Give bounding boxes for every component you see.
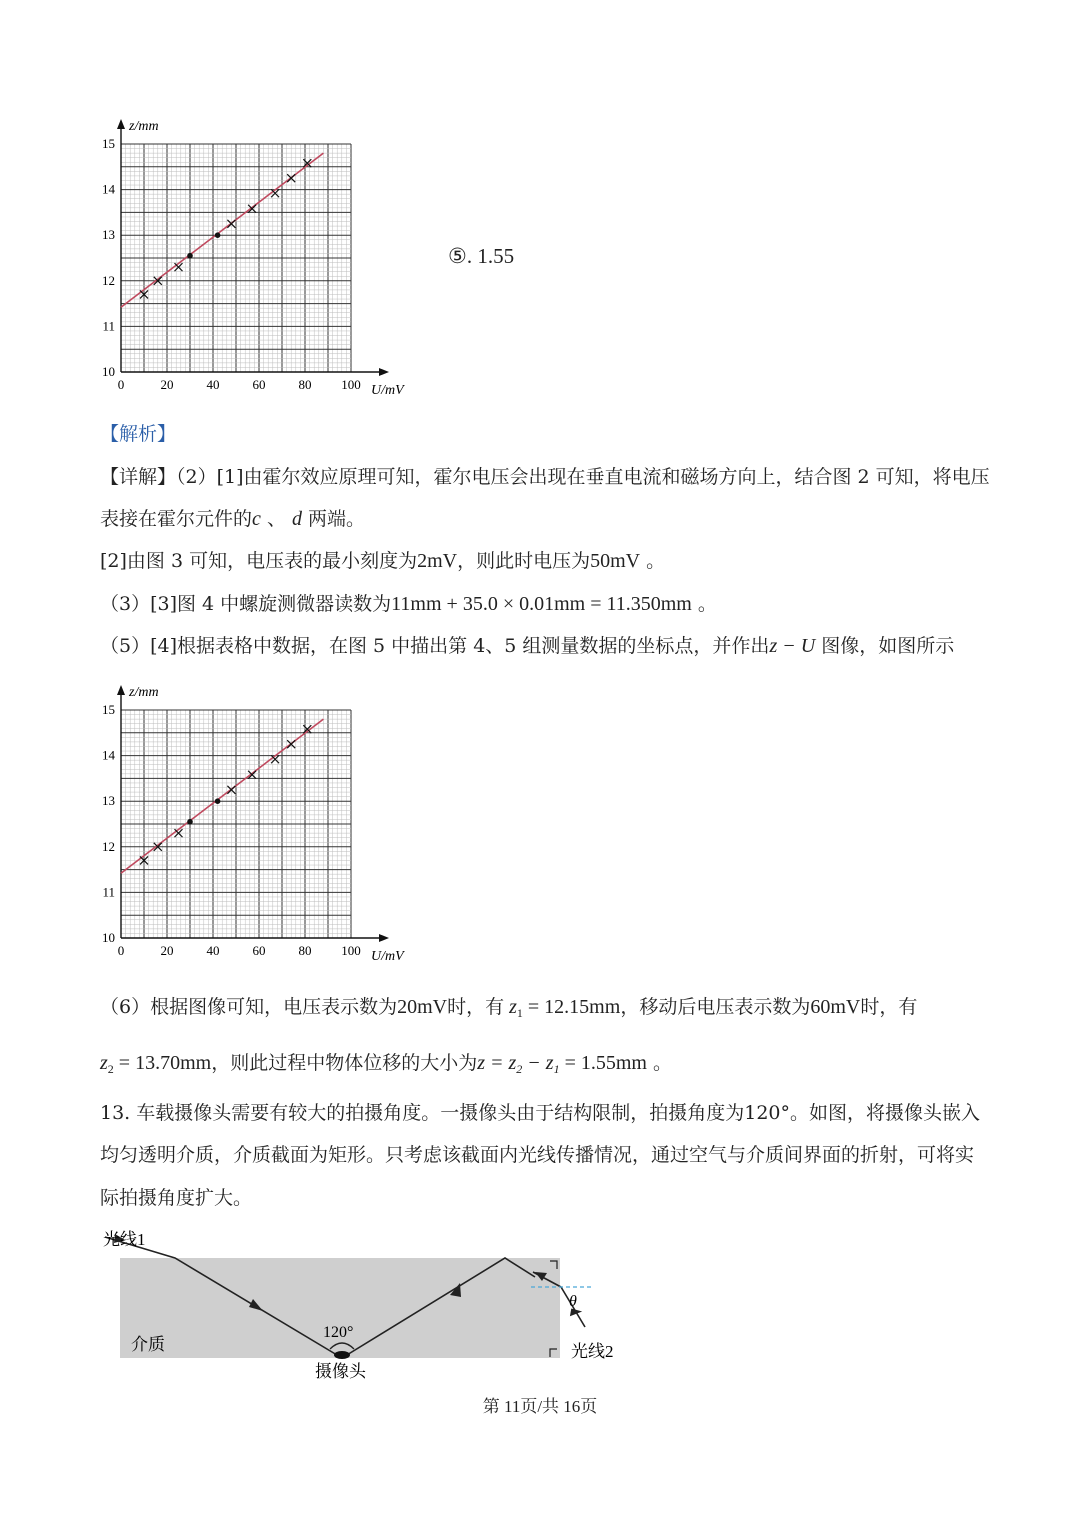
x-tick-label: 20	[160, 943, 174, 958]
y-tick-label: 11	[102, 318, 115, 334]
detail-text: 。	[691, 593, 717, 615]
x-tick-label: 80	[298, 943, 312, 958]
theta-label: θ	[569, 1293, 577, 1310]
sub-1: 1	[553, 1062, 560, 1076]
voltage-value: 50mV	[590, 550, 641, 572]
y-tick-label: 13	[102, 227, 115, 243]
part6-text: （6）根据图像可知，电压表示数为	[100, 996, 398, 1018]
detail-line-5	[100, 634, 954, 658]
x-axis-label: U/mV	[371, 949, 404, 964]
medium-label: 介质	[131, 1335, 165, 1354]
y-tick-label: 11	[102, 884, 115, 900]
terminal-c: c	[252, 508, 261, 530]
detail-text: 表接在霍尔元件的	[100, 508, 253, 530]
z-var: z	[509, 996, 517, 1018]
part6-line-1	[100, 995, 917, 1025]
z-var: z	[100, 1052, 108, 1074]
part6-text: 时，有	[860, 996, 918, 1018]
voltage-60: 60mV	[810, 996, 861, 1018]
data-point-dot	[187, 819, 193, 825]
sub-1: 1	[516, 1006, 523, 1020]
displacement-equation	[477, 1052, 647, 1074]
detail-text: （2）[1]由霍尔效应原理可知，霍尔电压会出现在垂直电流和磁场方向上，结合图 2 可知，将电压	[176, 466, 990, 488]
eq-value: = 1.55mm	[559, 1052, 647, 1074]
y-tick-label: 14	[102, 181, 115, 197]
x-tick-label: 60	[252, 377, 266, 392]
part6-text: ，则此过程中物体位移的大小为	[211, 1052, 478, 1074]
data-point-dot	[215, 232, 221, 238]
eq-z: z = z	[477, 1052, 517, 1074]
ray1-label: 光线1	[103, 1230, 146, 1249]
x-axis-arrow-icon	[379, 368, 389, 376]
q13-line-3: 际拍摄角度扩大。	[100, 1187, 253, 1209]
y-axis-arrow-icon	[117, 119, 125, 129]
z1-expression	[504, 996, 620, 1018]
y-axis-arrow-icon	[117, 685, 125, 695]
z-u-label: z − U	[769, 635, 816, 657]
y-tick-label: 12	[102, 272, 115, 288]
y-tick-label: 12	[102, 838, 115, 854]
z2-value: = 13.70mm	[113, 1052, 212, 1074]
separator: 、	[260, 508, 286, 530]
min-scale: 2mV	[417, 550, 458, 572]
optics-diagram	[95, 1225, 635, 1385]
z2-expression	[100, 1052, 211, 1074]
y-tick-label: 15	[102, 702, 115, 717]
micrometer-equation: 11mm + 35.0 × 0.01mm = 11.350mm	[391, 593, 692, 615]
detail-line-2	[100, 507, 365, 531]
y-tick-label: 13	[102, 793, 115, 809]
sub-2: 2	[516, 1062, 523, 1076]
q13-line-1: 13. 车载摄像头需要有较大的拍摄角度。一摄像头由于结构限制，拍摄角度为120°。如图，将摄像头嵌入	[100, 1102, 981, 1124]
voltage-20: 20mV	[397, 996, 448, 1018]
x-tick-label: 40	[206, 377, 220, 392]
y-tick-label: 10	[102, 930, 115, 945]
y-axis-label: z/mm	[129, 685, 159, 700]
detail-text: 图像，如图所示	[815, 635, 955, 657]
answer-5: ⑤. 1.55	[448, 244, 515, 268]
x-axis-label: U/mV	[371, 383, 404, 398]
sub-2: 2	[107, 1062, 114, 1076]
page-footer: 第 11页/共 16页	[482, 1397, 598, 1416]
detail-text: 两端。	[302, 508, 366, 530]
x-tick-label: 40	[206, 943, 220, 958]
data-point-dot	[187, 253, 193, 259]
detail-text: （3）[3]图 4 中螺旋测微器读数为	[100, 593, 392, 615]
angle-label: 120°	[323, 1324, 354, 1341]
detail-text: （5）[4]根据表格中数据，在图 5 中描出第 4、5 组测量数据的坐标点，并作出	[100, 635, 770, 657]
x-tick-label: 0	[117, 943, 125, 958]
terminal-d: d	[292, 508, 302, 530]
detail-line-3	[100, 549, 665, 573]
x-tick-label: 0	[117, 377, 125, 392]
detail-text: ，则此时电压为	[457, 550, 591, 572]
detail-text: [2]由图 3 可知，电压表的最小刻度为	[100, 550, 418, 572]
z-u-chart-bottom	[95, 676, 425, 966]
x-tick-label: 100	[341, 377, 361, 392]
x-tick-label: 80	[298, 377, 312, 392]
x-axis-arrow-icon	[379, 934, 389, 942]
y-tick-label: 14	[102, 747, 115, 763]
detail-line-1	[100, 465, 990, 489]
detail-line-4	[100, 592, 717, 616]
x-tick-label: 100	[341, 943, 361, 958]
camera-icon	[334, 1351, 350, 1359]
z-u-chart-top	[95, 110, 425, 400]
x-tick-label: 20	[160, 377, 174, 392]
y-tick-label: 15	[102, 136, 115, 151]
detail-text: 。	[640, 550, 666, 572]
analysis-label: 【解析】	[100, 423, 177, 445]
eq-mid: − z	[522, 1052, 554, 1074]
data-point-dot	[215, 798, 221, 804]
part6-text: 时，有	[447, 996, 505, 1018]
part6-text: 。	[646, 1052, 673, 1074]
x-tick-label: 60	[252, 943, 266, 958]
y-tick-label: 10	[102, 364, 115, 379]
detail-head: 【详解】	[100, 466, 177, 488]
part6-text: ，移动后电压表示数为	[620, 996, 811, 1018]
ray2-label: 光线2	[571, 1342, 614, 1361]
part6-line-2	[100, 1051, 672, 1081]
camera-label: 摄像头	[315, 1362, 366, 1381]
z1-value: = 12.15mm	[522, 996, 621, 1018]
y-axis-label: z/mm	[129, 119, 159, 134]
q13-line-2: 均匀透明介质，介质截面为矩形。只考虑该截面内光线传播情况，通过空气与介质间界面的折射，可将实	[100, 1144, 975, 1166]
